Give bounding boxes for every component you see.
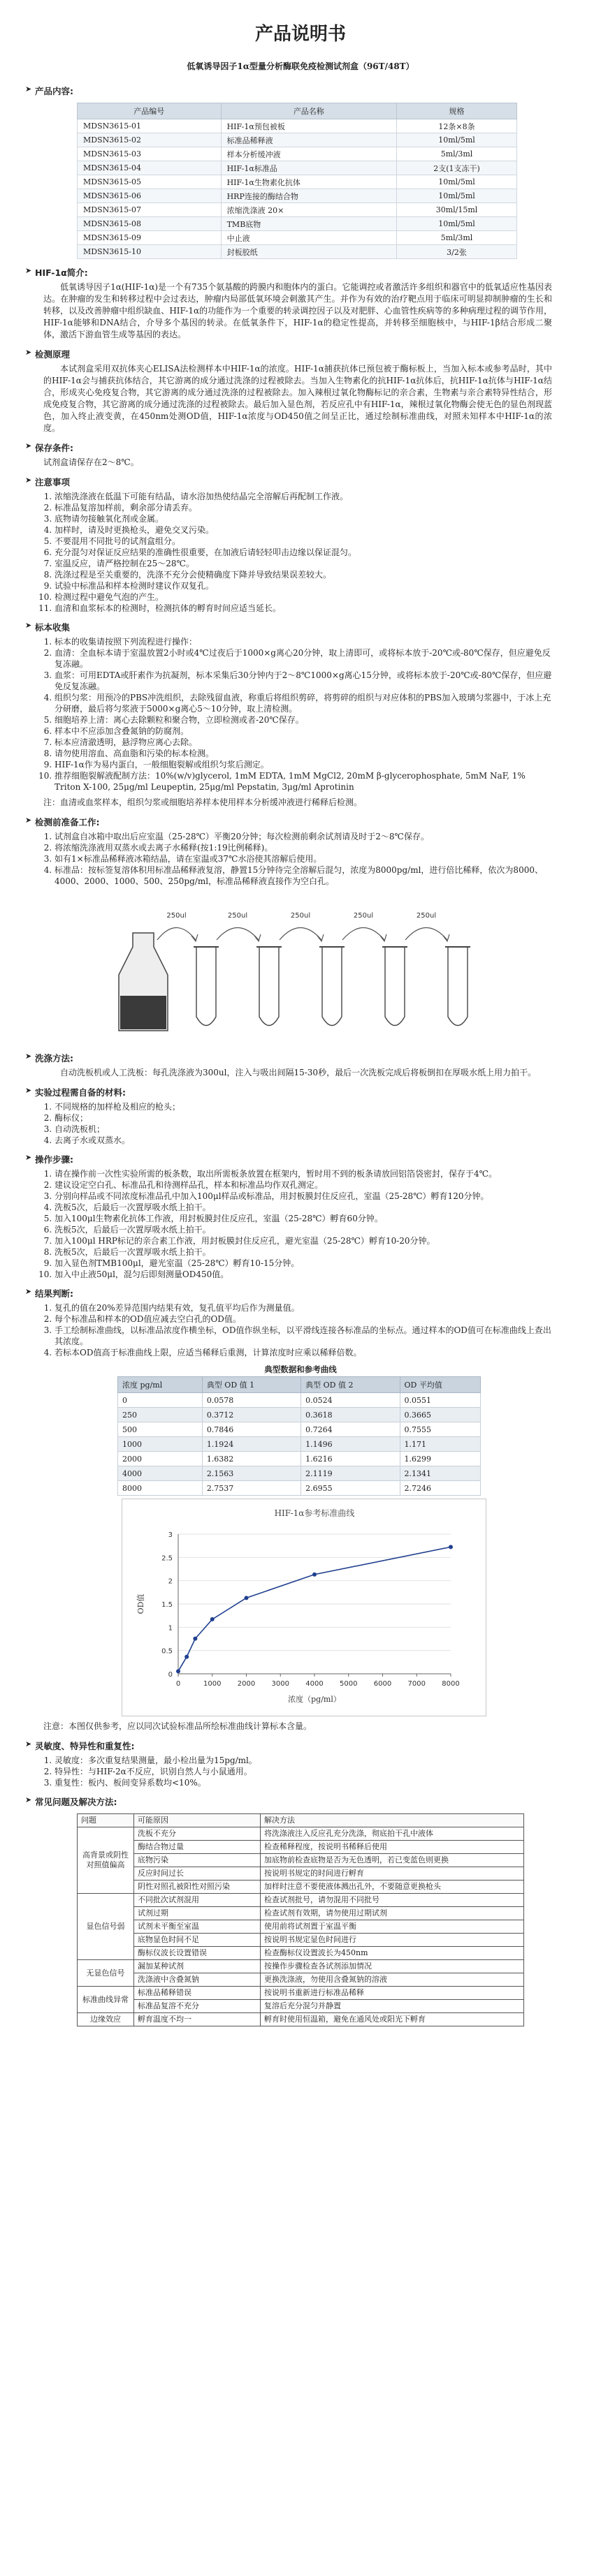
problem-cell: 无显色信号 xyxy=(78,1960,134,1987)
cause-cell: 酶结合物过量 xyxy=(134,1841,261,1854)
standard-curve-chart xyxy=(122,1499,486,1716)
cause-cell: 底物污染 xyxy=(134,1854,261,1867)
table-cell: 8000 xyxy=(118,1481,203,1496)
list-item: 1. 不同规格的加样枪及相应的枪头； xyxy=(55,1101,552,1112)
solution-cell: 按说明书重新进行标准品稀释 xyxy=(261,1987,524,2000)
table-cell: HIF-1α生物素化抗体 xyxy=(221,175,396,189)
solution-cell: 按操作步骤检查各试剂添加情况 xyxy=(261,1960,524,1973)
table-cell: MDSN3615-05 xyxy=(78,175,222,189)
list-item: 6. 洗板5次，后最后一次置厚吸水纸上拍干。 xyxy=(55,1224,552,1235)
arrow-icon: ➤ xyxy=(25,1086,32,1095)
list-item: 2. 标准品复溶加样前，剩余部分请丢弃。 xyxy=(55,502,552,513)
dilution-tube xyxy=(322,947,342,1026)
table-row xyxy=(118,1466,481,1481)
cause-cell: 酶标仪波长设置错误 xyxy=(134,1947,261,1960)
table-cell: 0.3712 xyxy=(202,1408,300,1422)
section-contents-heading: ➤ 产品内容: xyxy=(25,84,73,96)
problem-cell: 显色信号弱 xyxy=(78,1894,134,1960)
table-cell: HRP连接的酶结合物 xyxy=(221,189,396,203)
list-item: 3. 血浆：可用EDTA或肝素作为抗凝剂，标本采集后30分钟内于2～8℃1000×g离心15分钟，或将标本放于-20℃或-80℃保存，但应避免反复冻融。 xyxy=(55,670,552,692)
table-header: 产品名称 xyxy=(221,103,396,119)
arrow-icon: ➤ xyxy=(25,1795,32,1804)
table-header: OD 平均值 xyxy=(400,1377,480,1393)
table-row xyxy=(78,1881,524,1894)
table-row xyxy=(78,217,517,231)
section-intro-heading: ➤ HIF-1α简介: xyxy=(25,266,88,278)
materials-list xyxy=(43,1101,552,1146)
table-cell: 0 xyxy=(118,1393,203,1408)
dilution-svg xyxy=(91,891,510,1045)
list-item: 3. 自动洗板机； xyxy=(55,1124,552,1135)
table-cell: 2.1119 xyxy=(301,1466,400,1481)
table-cell: 30ml/15ml xyxy=(397,203,517,217)
arrow-icon: ➤ xyxy=(25,816,32,825)
chart-title: HIF-1α参考标准曲线 xyxy=(274,1508,355,1518)
section-sample-heading: ➤ 标本收集 xyxy=(25,621,71,633)
cause-cell: 标准品复溶不充分 xyxy=(134,2000,261,2013)
table-cell: HIF-1α预包被板 xyxy=(221,119,396,133)
table-cell: MDSN3615-02 xyxy=(78,133,222,147)
data-point xyxy=(176,1669,180,1673)
transfer-volume-label: 250ul xyxy=(227,912,248,920)
transfer-arrow xyxy=(280,928,321,941)
list-item: 8. 洗涤过程是至关重要的，洗涤不充分会使精确度下降并导致结果误差较大。 xyxy=(55,569,552,580)
cause-cell: 阴性对照孔被阳性对照污染 xyxy=(134,1881,261,1894)
arrow-icon: ➤ xyxy=(25,441,32,450)
table-header: 问题 xyxy=(78,1814,134,1827)
list-item: 4. 洗板5次，后最后一次置厚吸水纸上拍干。 xyxy=(55,1202,552,1213)
list-item: 1. 灵敏度：多次重复结果测量，最小检出量为15pg/ml。 xyxy=(55,1755,552,1766)
cause-cell: 反应时间过长 xyxy=(134,1867,261,1881)
table-row xyxy=(78,231,517,245)
table-row xyxy=(118,1481,481,1496)
solution-cell: 更换洗涤液，勿使用含叠氮钠的溶液 xyxy=(261,1973,524,1987)
data-point xyxy=(449,1545,453,1549)
cause-cell: 漏加某种试剂 xyxy=(134,1960,261,1973)
table-row xyxy=(78,1973,524,1987)
arrow-head xyxy=(380,934,386,941)
list-item: 2. 将浓缩洗涤液用双蒸水或去离子水稀释(按1:19比例稀释)。 xyxy=(55,842,552,853)
solution-cell: 将洗涤液注入反应孔充分洗涤，彻底拍干孔中液体 xyxy=(261,1827,524,1841)
table-cell: 12条×8条 xyxy=(397,119,517,133)
list-item: 4. 加样时，请及时更换枪头，避免交叉污染。 xyxy=(55,524,552,536)
table-cell: MDSN3615-08 xyxy=(78,217,222,231)
table-row xyxy=(78,147,517,161)
arrow-head xyxy=(191,934,198,941)
trouble-table xyxy=(77,1813,524,2026)
y-tick-label: 2.5 xyxy=(161,1554,173,1563)
page-title: 产品说明书 xyxy=(254,24,346,45)
transfer-arrow xyxy=(405,928,447,941)
list-item: 3. 手工绘制标准曲线，以标准品浓度作横坐标，OD值作纵坐标，以平滑线连接各标准品的坐标点。通过样本的OD值可在标准曲线上查出其浓度。 xyxy=(55,1325,552,1347)
arrow-icon: ➤ xyxy=(25,1287,32,1296)
cause-cell: 试剂过期 xyxy=(134,1907,261,1920)
x-tick-label: 6000 xyxy=(373,1680,392,1688)
table-header: 典型 OD 值 2 xyxy=(301,1377,400,1393)
data-point xyxy=(312,1573,317,1577)
x-tick-label: 0 xyxy=(175,1680,181,1688)
table-header: 规格 xyxy=(397,103,517,119)
list-item: 4. 若标本OD值高于标准曲线上限，应适当稀释后重测，计算浓度时应乘以稀释倍数。 xyxy=(55,1347,552,1358)
list-item: 3. 如有1×标准品稀释液冰箱结晶，请在室温或37℃水浴使其溶解后使用。 xyxy=(55,853,552,864)
list-item: 3. 分别向样品或不同浓度标准品孔中加入100μl样品或标准品，用封板膜封住反应孔，室温（25-28℃）孵育120分钟。 xyxy=(55,1191,552,1202)
table-cell: MDSN3615-10 xyxy=(78,245,222,259)
section-principle-heading: ➤ 检测原理 xyxy=(25,348,71,360)
y-tick-label: 1 xyxy=(168,1624,173,1633)
table-cell: 1.6382 xyxy=(202,1452,300,1466)
list-item: 1. 复孔的值在20%差异范围内结果有效，复孔值平均后作为测量值。 xyxy=(55,1302,552,1313)
arrow-icon: ➤ xyxy=(25,1052,32,1061)
transfer-arrow xyxy=(342,928,384,941)
list-item: 1. 浓缩洗涤液在低温下可能有结晶，请水浴加热使结晶完全溶解后再配制工作液。 xyxy=(55,491,552,502)
table-cell: 0.7555 xyxy=(400,1422,480,1437)
table-row xyxy=(118,1393,481,1408)
list-item: 6. 样本中不应添加含叠氮钠的防腐剂。 xyxy=(55,726,552,737)
principle-paragraph: 本试剂盒采用双抗体夹心ELISA法检测样本中HIF-1α的浓度。HIF-1α捕获抗体已预包被于酶标板上，当加入标本或参考品时，其中的HIF-1α会与捕获抗体结合，其它游离的成分通过洗涤的过程被除去。当加入生物素化的抗HIF-1α抗体后，抗HIF-1α抗体与HIF-1α结合，形成夹心免疫复合物，其它游离的成分通过洗涤的过程被除去。加入辣根过氧化物酶标记的亲合素，生物素与亲合素特异性结合，形成免疫复合物，其它游离的成分通过洗涤的过程被除去。最后加入显色剂，若反应孔中有HIF-1α，辣根过氧化物酶会使无色的显色剂现蓝色，加入终止液变黄，在450nm处测OD值，HIF-1α浓度与OD450值之间呈正比，通过绘制标准曲线，对照未知样本中HIF-1α的浓度。 xyxy=(43,364,552,433)
list-item: 5. 加入100μl生物素化抗体工作液，用封板膜封住反应孔，室温（25-28℃）孵育60分钟。 xyxy=(55,1213,552,1224)
arrow-icon: ➤ xyxy=(25,621,32,630)
table-cell: 1000 xyxy=(118,1437,203,1452)
table-cell: 10ml/5ml xyxy=(397,217,517,231)
x-tick-label: 5000 xyxy=(340,1680,358,1688)
table-row xyxy=(78,2000,524,2013)
section-calc-heading: ➤ 结果判断: xyxy=(25,1287,73,1299)
list-item: 10. 加入中止液50μl，混匀后即刻测量OD450值。 xyxy=(55,1269,552,1280)
list-item: 7. 加入100μl HRP标记的亲合素工作液，用封板膜封住反应孔，避光室温（25-28℃）孵育10-20分钟。 xyxy=(55,1235,552,1246)
dilution-tube xyxy=(196,947,216,1026)
table-cell: 10ml/5ml xyxy=(397,175,517,189)
list-item: 1. 试剂盒自冰箱中取出后应室温（25-28℃）平衡20分钟；每次检测前剩余试剂请及时于2～8℃保存。 xyxy=(55,831,552,842)
table-row xyxy=(78,2013,524,2026)
chart-note: 注意：本图仅供参考，应以同次试验标准品所绘标准曲线计算标本含量。 xyxy=(43,1721,312,1731)
table-cell: 2.7246 xyxy=(400,1481,480,1496)
table-cell: 中止液 xyxy=(221,231,396,245)
solution-cell: 检查试剂批号，请勿混用不同批号 xyxy=(261,1894,524,1907)
table-cell: 250 xyxy=(118,1408,203,1422)
transfer-volume-label: 250ul xyxy=(353,912,374,920)
list-item: 7. 室温反应，请严格控制在25～28℃。 xyxy=(55,558,552,569)
arrow-icon: ➤ xyxy=(25,1739,32,1749)
procedure-list xyxy=(43,1168,552,1280)
cause-cell: 底物显色时间不足 xyxy=(134,1934,261,1947)
table-row xyxy=(78,1827,524,1841)
typical-data-table xyxy=(117,1376,481,1496)
table-cell: 10ml/5ml xyxy=(397,133,517,147)
sensitivity-list xyxy=(43,1755,552,1788)
table-cell: 0.3618 xyxy=(301,1408,400,1422)
y-axis-label: OD值 xyxy=(136,1594,145,1614)
list-item: 2. 建议设定空白孔、标准品孔和待测样品孔，样本和标准品均作双孔测定。 xyxy=(55,1179,552,1191)
table-row xyxy=(78,161,517,175)
list-item: 4. 去离子水或双蒸水。 xyxy=(55,1135,552,1146)
cause-cell: 洗涤液中含叠氮钠 xyxy=(134,1973,261,1987)
curve-line xyxy=(178,1547,451,1671)
list-item: 1. 标本的收集请按照下列流程进行操作： xyxy=(55,636,552,647)
table-header: 典型 OD 值 1 xyxy=(202,1377,300,1393)
calc-list xyxy=(43,1302,552,1358)
list-item: 11. 血清和血浆标本的检测时，检测抗体的孵育时间应适当延长。 xyxy=(55,603,552,614)
list-item: 2. 酶标仪； xyxy=(55,1112,552,1124)
table-cell: 浓缩洗涤液 20× xyxy=(221,203,396,217)
table-cell: 0.0524 xyxy=(301,1393,400,1408)
problem-cell: 标准曲线异常 xyxy=(78,1987,134,2013)
arrow-head xyxy=(443,934,449,941)
table-row xyxy=(78,245,517,259)
chart-svg xyxy=(122,1499,486,1716)
table-row xyxy=(118,1437,481,1452)
table-cell: 2000 xyxy=(118,1452,203,1466)
x-tick-label: 3000 xyxy=(271,1680,289,1688)
table-row xyxy=(78,1960,524,1973)
standard-list xyxy=(43,831,552,887)
table-cell: 1.6299 xyxy=(400,1452,480,1466)
solution-cell: 孵育时使用恒温箱，避免在通风处或阳光下孵育 xyxy=(261,2013,524,2026)
table-row xyxy=(78,175,517,189)
table-row xyxy=(78,133,517,147)
list-item: 3. 重复性：板内、板间变异系数均<10%。 xyxy=(55,1777,552,1788)
transfer-arrow xyxy=(217,928,259,941)
section-materials-heading: ➤ 实验过程需自备的材料: xyxy=(25,1086,126,1098)
table-cell: 2.1563 xyxy=(202,1466,300,1481)
arrow-head xyxy=(254,934,261,941)
list-item: 5. 细胞培养上清：离心去除颗粒和聚合物，立即检测或者-20℃保存。 xyxy=(55,714,552,726)
table-header: 浓度 pg/ml xyxy=(118,1377,203,1393)
table-cell: 4000 xyxy=(118,1466,203,1481)
table-cell: 标准品稀释液 xyxy=(221,133,396,147)
table-cell: 0.3665 xyxy=(400,1408,480,1422)
table-row xyxy=(118,1422,481,1437)
section-procedure-heading: ➤ 操作步骤: xyxy=(25,1153,73,1165)
table-cell: 0.7264 xyxy=(301,1422,400,1437)
solution-cell: 使用前将试剂置于室温平衡 xyxy=(261,1920,524,1934)
dilution-tube xyxy=(385,947,405,1026)
table-cell: HIF-1α标准品 xyxy=(221,161,396,175)
cause-cell: 孵育温度不均一 xyxy=(134,2013,261,2026)
section-sensitivity-heading: ➤ 灵敏度、特异性和重复性: xyxy=(25,1739,135,1751)
list-item: 4. 标准品：按标签复溶体积用标准品稀释液复溶，静置15分钟待完全溶解后混匀，浓度为8000pg/ml，进行倍比稀释，依次为8000、4000、2000、1000、500、250pg/ml，标准品稀释液直接作为空白孔。 xyxy=(55,864,552,887)
solution-cell: 检查试剂有效期，请勿使用过期试剂 xyxy=(261,1907,524,1920)
cause-cell: 试剂未平衡至室温 xyxy=(134,1920,261,1934)
solution-cell: 加样时注意不要使液体溅出孔外，不要随意更换枪头 xyxy=(261,1881,524,1894)
table-row xyxy=(78,1894,524,1907)
problem-cell: 边缘效应 xyxy=(78,2013,134,2026)
list-item: 3. 底物请勿接触氧化剂或金属。 xyxy=(55,513,552,524)
table-row xyxy=(78,1920,524,1934)
section-standard-heading: ➤ 检测前准备工作: xyxy=(25,816,100,827)
table-cell: 0.0578 xyxy=(202,1393,300,1408)
solution-cell: 按说明书规定显色时间进行 xyxy=(261,1934,524,1947)
transfer-arrow xyxy=(157,928,196,941)
cause-cell: 不同批次试剂混用 xyxy=(134,1894,261,1907)
table-header: 产品编号 xyxy=(78,103,222,119)
table-row xyxy=(78,1934,524,1947)
data-point xyxy=(184,1655,189,1659)
table-cell: 0.7846 xyxy=(202,1422,300,1437)
table-cell: MDSN3615-04 xyxy=(78,161,222,175)
intro-paragraph: 低氧诱导因子1α(HIF-1α)是一个有735个氨基酸的跨膜内和胞体内的蛋白。它能调控或者激活许多组织和器官中的低氧适应性基因表达。在肿瘤的发生和转移过程中会过表达，肿瘤内局部低氧环境会刺激其产生。并作为有效的治疗靶点用于临床可明显抑制肿瘤的生长和转移，以及改善肿瘤中组织缺血、HIF-1α的功能作为一个重要的转录调控因子以及对肥胖、心血管性疾病等的多种病理过程的调节作用，HIF-1α能够和DNA结合，介导多个基因的转录。在低氧条件下，HIF-1α的稳定性提高，并转移至细胞核中，与HIF-1β结合形成二聚体，激活下游血管生成等基因的表达。 xyxy=(43,282,552,339)
solution-cell: 检查酶标仪设置波长为450nm xyxy=(261,1947,524,1960)
list-item: 8. 洗板5次，后最后一次置厚吸水纸上拍干。 xyxy=(55,1246,552,1258)
table-cell: MDSN3615-03 xyxy=(78,147,222,161)
table-header: 解决方法 xyxy=(261,1814,524,1827)
table-cell: 封板胶纸 xyxy=(221,245,396,259)
x-axis-label: 浓度（pg/ml） xyxy=(288,1695,341,1704)
table-cell: 1.6216 xyxy=(301,1452,400,1466)
list-item: 2. 血清：全血标本请于室温放置2小时或4℃过夜后于1000×g离心20分钟，取上清即可，或将标本放于-20℃或-80℃保存，但应避免反复冻融。 xyxy=(55,647,552,670)
dilution-tube xyxy=(259,947,279,1026)
section-storage-heading: ➤ 保存条件: xyxy=(25,441,73,453)
products-table xyxy=(77,103,517,259)
arrow-icon: ➤ xyxy=(25,348,32,357)
list-item: 9. 加入显色剂TMB100μl，避光室温（25-28℃）孵育10-15分钟。 xyxy=(55,1258,552,1269)
table-cell: MDSN3615-06 xyxy=(78,189,222,203)
x-tick-label: 8000 xyxy=(442,1680,460,1688)
table-cell: 1.1924 xyxy=(202,1437,300,1452)
table-row xyxy=(78,1907,524,1920)
list-item: 10. 检测过程中避免气泡的产生。 xyxy=(55,591,552,603)
list-item: 5. 不要混用不同批号的试剂盒组分。 xyxy=(55,536,552,547)
x-tick-label: 1000 xyxy=(203,1680,222,1688)
list-item: 10. 推荐细胞裂解液配制方法：10%(w/v)glycerol, 1mM EDTA, 1mM MgCl2, 20mM β-glycerophosphate, 5mM NaF, 1% Triton X-100, 25μg/ml Leupeptin, 25μg/ml Pepstatin, 3μg/ml Aprotinin xyxy=(55,770,552,793)
section-trouble-heading: ➤ 常见问题及解决方法: xyxy=(25,1795,117,1807)
x-tick-label: 2000 xyxy=(237,1680,256,1688)
solution-cell: 复溶后充分混匀并静置 xyxy=(261,2000,524,2013)
sample-list xyxy=(43,636,552,793)
typical-caption: 典型数据和参考曲线 xyxy=(264,1364,337,1374)
y-tick-label: 1.5 xyxy=(161,1601,173,1609)
notes-list xyxy=(43,491,552,614)
table-cell: 2.6955 xyxy=(301,1481,400,1496)
dilution-tube xyxy=(448,947,468,1026)
table-row xyxy=(118,1408,481,1422)
table-cell: 1.1496 xyxy=(301,1437,400,1452)
arrow-icon: ➤ xyxy=(25,266,32,275)
data-point xyxy=(193,1637,197,1641)
storage-paragraph: 试剂盒请保存在2～8℃。 xyxy=(43,457,139,467)
data-point xyxy=(210,1617,215,1621)
solution-cell: 按说明书规定的时间进行孵育 xyxy=(261,1867,524,1881)
dilution-diagram xyxy=(91,891,510,1045)
list-item: 9. 试验中标准品和样本检测时建议作双复孔。 xyxy=(55,580,552,591)
table-row xyxy=(78,189,517,203)
table-cell: TMB底物 xyxy=(221,217,396,231)
x-tick-label: 7000 xyxy=(407,1680,426,1688)
table-cell: 5ml/3ml xyxy=(397,231,517,245)
list-item: 1. 请在操作前一次性实验所需的板条数，取出所需板条放置在框架内，暂时用不到的板条请放回铝箔袋密封，保存于4℃。 xyxy=(55,1168,552,1179)
wash-paragraph: 自动洗板机或人工洗板：每孔洗涤液为300ul，注入与吸出间隔15-30秒，最后一次洗板完成后将板倒扣在厚吸水纸上用力拍干。 xyxy=(60,1068,537,1077)
table-cell: 1.171 xyxy=(400,1437,480,1452)
y-tick-label: 3 xyxy=(168,1531,173,1539)
table-cell: 5ml/3ml xyxy=(397,147,517,161)
page-subtitle: 低氧诱导因子1α型量分析酶联免疫检测试剂盒（96T/48T） xyxy=(187,61,414,71)
table-cell: 2.1341 xyxy=(400,1466,480,1481)
section-notes-heading: ➤ 注意事项 xyxy=(25,476,71,487)
table-cell: 0.0551 xyxy=(400,1393,480,1408)
table-cell: 2支(1支冻干) xyxy=(397,161,517,175)
list-item: 8. 请勿使用溶血、高血脂和污染的标本检测。 xyxy=(55,748,552,759)
table-cell: 500 xyxy=(118,1422,203,1437)
list-item: 2. 每个标准品和样本的OD值应减去空白孔的OD值。 xyxy=(55,1313,552,1325)
arrow-head xyxy=(317,934,324,941)
x-tick-label: 4000 xyxy=(305,1680,324,1688)
stock-liquid xyxy=(120,996,166,1029)
arrow-icon: ➤ xyxy=(25,84,32,94)
problem-cell: 高背景或阴性对照值偏高 xyxy=(78,1827,134,1894)
list-item: 6. 充分混匀对保证反应结果的准确性很重要，在加液后请轻轻叩击边缘以保证混匀。 xyxy=(55,547,552,558)
table-cell: MDSN3615-07 xyxy=(78,203,222,217)
list-item: 9. HIF-1α作为易内蛋白，一般细胞裂解或组织匀浆后测定。 xyxy=(55,759,552,770)
solution-cell: 加底物前检查底物是否为无色透明，若已变蓝色则更换 xyxy=(261,1854,524,1867)
arrow-icon: ➤ xyxy=(25,476,32,485)
cause-cell: 标准品稀释错误 xyxy=(134,1987,261,2000)
table-row xyxy=(78,1854,524,1867)
sample-note: 注：血清或血浆样本，组织匀浆或细胞培养样本使用样本分析缓冲液进行稀释后检测。 xyxy=(43,797,363,807)
table-row xyxy=(78,1841,524,1854)
table-row xyxy=(78,203,517,217)
table-row xyxy=(78,1947,524,1960)
y-tick-label: 0 xyxy=(168,1671,173,1679)
list-item: 2. 特异性：与HIF-2α不反应，识别自然人与小鼠通用。 xyxy=(55,1766,552,1777)
table-cell: 样本分析缓冲液 xyxy=(221,147,396,161)
table-row xyxy=(78,119,517,133)
table-row xyxy=(78,1987,524,2000)
y-tick-label: 2 xyxy=(168,1577,173,1586)
table-header: 可能原因 xyxy=(134,1814,261,1827)
transfer-volume-label: 250ul xyxy=(416,912,437,920)
table-cell: 10ml/5ml xyxy=(397,189,517,203)
table-row xyxy=(118,1452,481,1466)
transfer-volume-label: 250ul xyxy=(166,912,187,920)
transfer-volume-label: 250ul xyxy=(290,912,311,920)
cause-cell: 洗板不充分 xyxy=(134,1827,261,1841)
table-cell: 2.7537 xyxy=(202,1481,300,1496)
table-row xyxy=(78,1867,524,1881)
y-tick-label: 0.5 xyxy=(161,1647,173,1656)
data-point xyxy=(245,1596,249,1600)
arrow-icon: ➤ xyxy=(25,1153,32,1162)
table-cell: MDSN3615-09 xyxy=(78,231,222,245)
list-item: 7. 标本应清澈透明，悬浮物应离心去除。 xyxy=(55,737,552,748)
list-item: 4. 组织匀浆：用预冷的PBS冲洗组织，去除残留血液，称重后将组织剪碎，将剪碎的组织与对应体积的PBS加入玻璃匀浆器中，于冰上充分研磨，最后将匀浆液于5000×g离心5～10分钟，取上清检测。 xyxy=(55,692,552,714)
section-wash-heading: ➤ 洗涤方法: xyxy=(25,1052,73,1063)
solution-cell: 检查稀释程度，按说明书稀释后使用 xyxy=(261,1841,524,1854)
table-cell: 3/2张 xyxy=(397,245,517,259)
table-cell: MDSN3615-01 xyxy=(78,119,222,133)
